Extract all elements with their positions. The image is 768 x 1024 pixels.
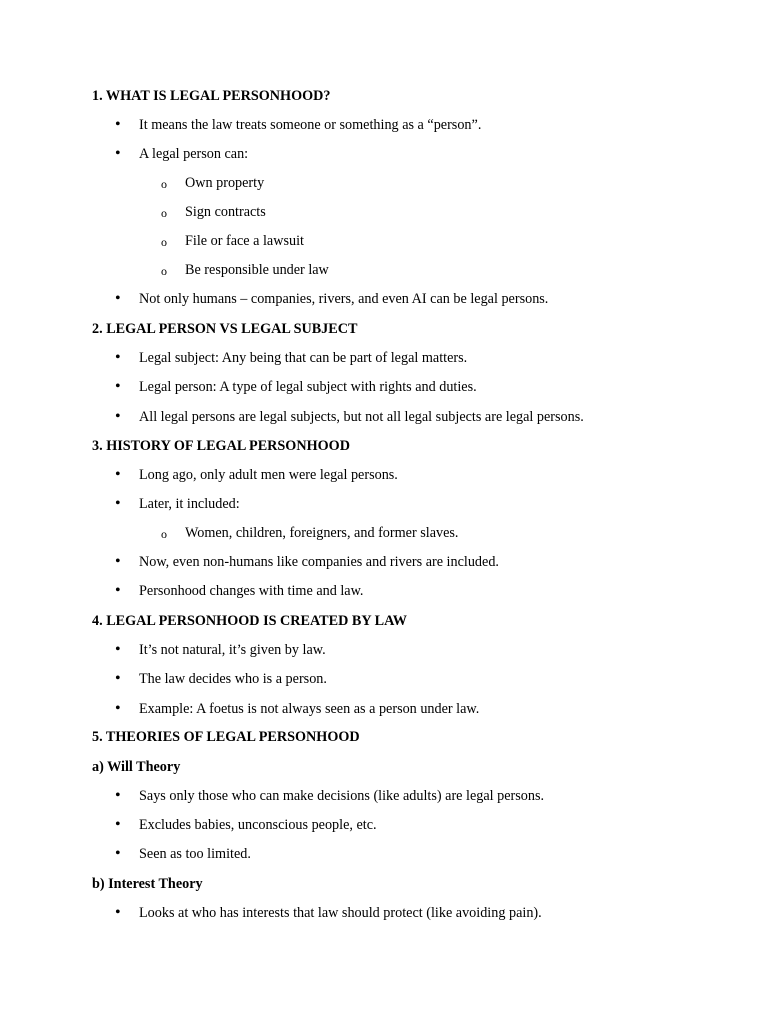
sub-list-item: Be responsible under law (185, 262, 329, 278)
sub-list-item: Women, children, foreigners, and former slaves. (185, 525, 459, 541)
sub-list-item: Own property (185, 175, 265, 191)
sub-bullet-icon: o (161, 206, 167, 220)
list-item: Says only those who can make decisions (like adults) are legal persons. (139, 788, 545, 804)
section-heading: 1. WHAT IS LEGAL PERSONHOOD? (92, 88, 331, 104)
list-item: Seen as too limited. (139, 846, 251, 862)
list-item: Not only humans – companies, rivers, and even AI can be legal persons. (139, 291, 549, 307)
bullet-icon: • (115, 349, 121, 366)
bullet-icon: • (115, 787, 121, 804)
list-item: Now, even non-humans like companies and rivers are included. (139, 554, 499, 570)
list-item: Personhood changes with time and law. (139, 583, 364, 599)
section-heading: 4. LEGAL PERSONHOOD IS CREATED BY LAW (92, 613, 407, 629)
bullet-icon: • (115, 553, 121, 570)
bullet-icon: • (115, 816, 121, 833)
bullet-icon: • (115, 904, 121, 921)
list-item: It means the law treats someone or something as a “person”. (139, 117, 482, 133)
list-item: It’s not natural, it’s given by law. (139, 642, 326, 658)
list-item: Legal subject: Any being that can be part of legal matters. (139, 350, 468, 366)
bullet-icon: • (115, 700, 121, 717)
bullet-icon: • (115, 466, 121, 483)
list-item: A legal person can: (139, 146, 249, 162)
section-heading: 5. THEORIES OF LEGAL PERSONHOOD (92, 729, 360, 745)
subsection-heading: a) Will Theory (92, 759, 181, 775)
list-item: Later, it included: (139, 496, 240, 512)
sub-list-item: Sign contracts (185, 204, 266, 220)
bullet-icon: • (115, 845, 121, 862)
section-heading: 2. LEGAL PERSON VS LEGAL SUBJECT (92, 321, 358, 337)
sub-bullet-icon: o (161, 527, 167, 541)
sub-list-item: File or face a lawsuit (185, 233, 304, 249)
bullet-icon: • (115, 145, 121, 162)
subsection-heading: b) Interest Theory (92, 876, 203, 892)
list-item: Looks at who has interests that law should protect (like avoiding pain). (139, 905, 542, 921)
list-item: Long ago, only adult men were legal persons. (139, 467, 398, 483)
list-item: The law decides who is a person. (139, 671, 327, 687)
list-item: Legal person: A type of legal subject with rights and duties. (139, 379, 477, 395)
bullet-icon: • (115, 290, 121, 307)
bullet-icon: • (115, 408, 121, 425)
bullet-icon: • (115, 641, 121, 658)
sub-bullet-icon: o (161, 177, 167, 191)
bullet-icon: • (115, 582, 121, 599)
list-item: All legal persons are legal subjects, but not all legal subjects are legal persons. (139, 409, 584, 425)
bullet-icon: • (115, 670, 121, 687)
section-heading: 3. HISTORY OF LEGAL PERSONHOOD (92, 438, 350, 454)
bullet-icon: • (115, 116, 121, 133)
sub-bullet-icon: o (161, 235, 167, 249)
sub-bullet-icon: o (161, 264, 167, 278)
list-item: Example: A foetus is not always seen as a person under law. (139, 701, 480, 717)
bullet-icon: • (115, 495, 121, 512)
bullet-icon: • (115, 378, 121, 395)
list-item: Excludes babies, unconscious people, etc. (139, 817, 377, 833)
